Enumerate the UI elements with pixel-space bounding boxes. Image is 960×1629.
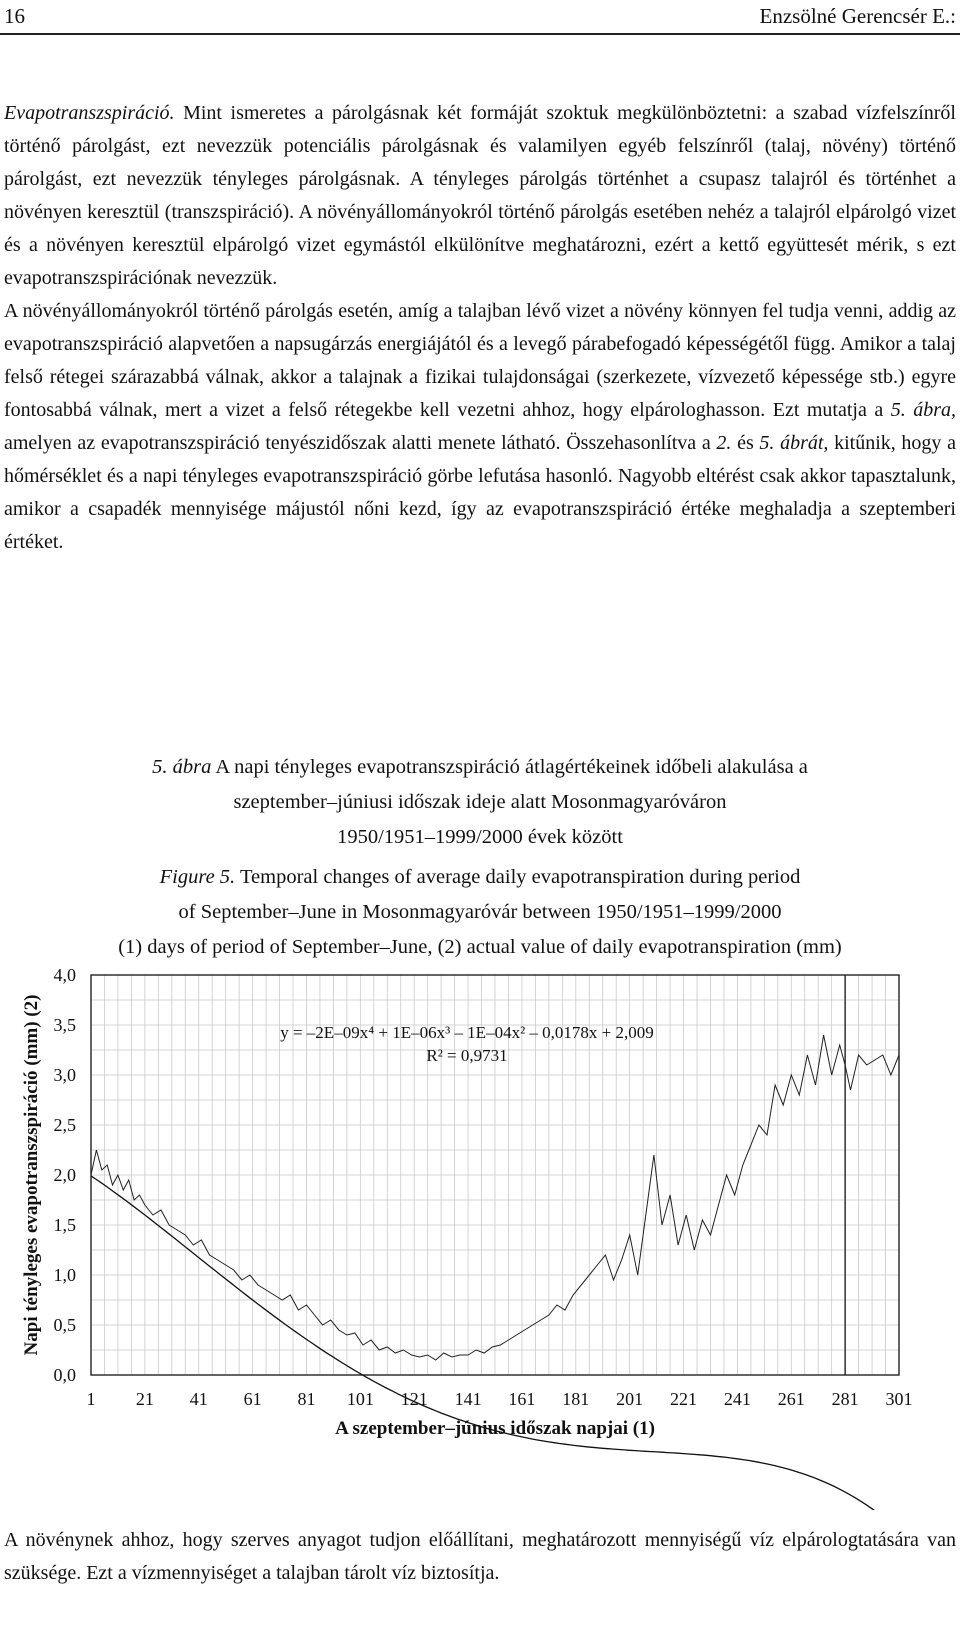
x-tick-label: 141 (454, 1389, 482, 1409)
y-tick-label: 4,0 (53, 965, 76, 985)
caption-line: 1950/1951–1999/2000 évek között (337, 826, 623, 848)
x-tick-label: 201 (616, 1389, 644, 1409)
x-tick-label: 261 (777, 1389, 805, 1409)
figure-caption-english (0, 860, 960, 965)
caption-line: (1) days of period of September–June, (2) actual value of daily evapotranspiration (mm) (118, 936, 842, 958)
caption-text: Temporal changes of average daily evapotranspiration during period (235, 866, 801, 888)
figure-reference: 5. ábrát, (759, 432, 829, 454)
paragraph-text-c: és (731, 432, 760, 454)
y-tick-label: 3,0 (53, 1065, 76, 1085)
figure-label: Figure 5. (159, 866, 236, 888)
y-tick-label: 0,5 (53, 1315, 76, 1335)
paragraph-text-d: kitűnik, hogy a hőmérséklet és a napi tényleges evapotranszspiráció görbe lefutása hasonló. Nagyobb eltérést csak akkor tapasztalunk, amikor a csapadék mennyisége májustól nőni kezd, így az evapotranszspiráció értéke meghaladja a szeptemberi értéket. (4, 432, 956, 553)
caption-line: szeptember–júniusi időszak ideje alatt Mosonmagyaróváron (233, 791, 727, 813)
lead-term: Evapotranszspiráció. (4, 102, 175, 124)
x-tick-label: 81 (297, 1389, 316, 1409)
y-tick-label: 3,5 (53, 1015, 76, 1035)
x-axis-tick-labels (87, 1389, 913, 1409)
x-tick-label: 181 (562, 1389, 590, 1409)
caption-line (0, 750, 960, 785)
paragraph-text-a: A növényállományokról történő párolgás esetén, amíg a talajban lévő vizet a növény könnyen fel tudja venni, addig az evapotranszspiráció alapvetően a napsugárzás energiájától és a levegő párabefogadó képességétől függ. Amikor a talaj felső rétegei szárazabbá válnak, akkor a talajnak a fizikai tulajdonságai (szerkezete, vízvezető képessége stb.) egyre fontosabbá válnak, mert a vizet a felső rétegekbe kell vezetni ahhoz, hogy elpárologhasson. Ezt mutatja a (4, 300, 956, 421)
x-tick-label: 21 (135, 1389, 154, 1409)
running-head: Enzsölné Gerencsér E.: (759, 4, 956, 28)
x-tick-label: 101 (346, 1389, 374, 1409)
figure-reference: 5. ábra, (890, 399, 956, 421)
r-squared-label: R² = 0,9731 (426, 1046, 508, 1065)
y-tick-label: 2,0 (53, 1165, 76, 1185)
y-axis-tick-labels (54, 965, 77, 1385)
page-header (0, 0, 960, 35)
x-tick-label: 61 (243, 1389, 262, 1409)
x-tick-label: 221 (670, 1389, 698, 1409)
evapotranspiration-chart (0, 965, 960, 1510)
y-tick-label: 2,5 (53, 1115, 76, 1135)
x-tick-label: 301 (885, 1389, 913, 1409)
x-tick-label: 281 (831, 1389, 859, 1409)
y-tick-label: 1,0 (53, 1265, 76, 1285)
figure-reference: 2. (716, 432, 732, 454)
paragraph-intro-text: Mint ismeretes a párolgásnak két formáját szoktuk megkülönböztetni: a szabad vízfelszínről történő párolgást, ezt nevezzük potenciális párolgásnak és valamilyen egyéb felszínről (talaj, növény) történő párolgást, ezt nevezzük tényleges párolgásnak. A tényleges párolgás történhet a csupasz talajról és történhet a növényen keresztül (transzspiráció). A növényállományokról történő párolgás esetében nehéz a talajról elpárolgó vizet és a növényen keresztül elpárolgó vizet egymástól elkülönítve meghatározni, ezért a kettő együttesét mérik, s ezt evapotranszspirációnak nevezzük. (4, 102, 956, 289)
x-tick-label: 161 (508, 1389, 536, 1409)
caption-line: of September–June in Mosonmagyaróvár between 1950/1951–1999/2000 (178, 901, 782, 923)
caption-text: A napi tényleges evapotranszspiráció átlagértékeinek időbeli alakulása a (211, 756, 808, 778)
y-tick-label: 0,0 (53, 1365, 76, 1385)
y-axis-label: Napi tényleges evapotranszspiráció (mm) (2) (21, 994, 42, 1356)
x-tick-label: 1 (86, 1389, 96, 1409)
trend-equation: y = –2E–09x⁴ + 1E–06x³ – 1E–04x² – 0,0178x + 2,009 (280, 1023, 654, 1042)
y-tick-label: 1,5 (53, 1215, 76, 1235)
paragraph-intro (4, 97, 956, 295)
x-tick-label: 121 (400, 1389, 428, 1409)
x-tick-label: 241 (723, 1389, 751, 1409)
body-paragraph-plant-water (4, 1524, 956, 1590)
page-number: 16 (4, 4, 25, 28)
x-tick-label: 41 (189, 1389, 208, 1409)
paragraph-continued (4, 295, 956, 559)
paragraph-text: A növénynek ahhoz, hogy szerves anyagot tudjon előállítani, meghatározott mennyiségű víz elpárologtatására van szüksége. Ezt a vízmennyiséget a talajban tárolt víz biztosítja. (4, 1529, 956, 1584)
paragraph-text-b: amelyen az evapotranszspiráció tenyészidőszak alatti menete látható. Összehasonlítva a (4, 432, 717, 454)
x-axis-label: A szeptember–június időszak napjai (1) (335, 1418, 655, 1439)
figure-label: 5. ábra (152, 756, 212, 778)
body-paragraph-evapotranspiration (4, 97, 956, 559)
caption-line (0, 860, 960, 895)
figure-caption-hungarian (0, 750, 960, 855)
